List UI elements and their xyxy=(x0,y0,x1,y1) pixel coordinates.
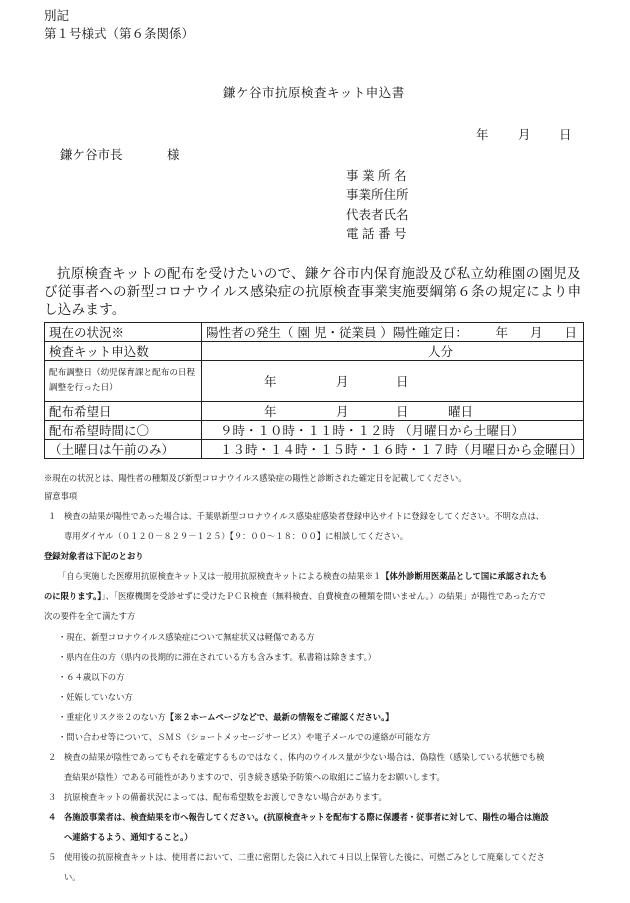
coord-year: 年 xyxy=(263,374,277,389)
page-title: 鎌ケ谷市抗原検査キット申込書 xyxy=(223,85,405,100)
note-4-line-1: 各施設事業者は、検査結果を市へ報告してください。(抗原検査キットを配布する際に保護者・従事者に対して、陽性の場合は施設 xyxy=(64,812,549,822)
status-month: 月 xyxy=(529,325,543,340)
registration-title: 登録対象者は下記のとおり xyxy=(44,551,144,561)
registration-line-2 xyxy=(44,592,546,600)
desired-year: 年 xyxy=(263,404,277,419)
requirement-5-a: ・重症化リスク※２のない方 xyxy=(58,712,166,722)
desired-month: 月 xyxy=(335,404,349,419)
status-value: 陽性者の発生（ 園 児・従業員 ）陽性確定日： xyxy=(206,325,468,340)
note-5-line-2: い。 xyxy=(64,872,81,882)
representative-label: 代表者氏名 xyxy=(346,207,409,222)
kit-count-label: 検査キット申込数 xyxy=(45,342,202,361)
desired-weekday: 曜日 xyxy=(447,404,473,419)
date-month: 月 xyxy=(518,127,531,142)
note-4-line-2: へ連絡するよう、通知すること。） xyxy=(64,832,193,842)
status-day: 日 xyxy=(564,325,577,340)
table-row xyxy=(45,402,584,421)
requirement-5 xyxy=(58,713,394,721)
note-2-line-2: 査結果が陰性）である可能性がありますので、引き続き感染予防策への取組にご協力をお願いします。 xyxy=(64,772,445,782)
phone-label: 電話番号 xyxy=(346,226,411,241)
status-footnote: ※現在の状況とは、陽性者の種類及び新型コロナウイルス感染症の陽性と診断された確定日を記載してください。 xyxy=(44,473,467,483)
requirement-3: ・６４歳以下の方 xyxy=(58,672,125,682)
desired-day: 日 xyxy=(395,404,409,419)
note-1-number: １ xyxy=(48,511,57,521)
desired-date-label: 配布希望日 xyxy=(45,402,202,421)
table-row xyxy=(45,323,584,342)
note-5-line-1: 使用後の抗原検査キットは、使用者において、二重に密閉した袋に入れて４日以上保管した後に、可燃ごみとして廃棄してくださ xyxy=(64,852,545,862)
requirement-5-b: 【※２ホームページなどで、最新の情報をご確認ください。】 xyxy=(165,712,394,722)
requirement-4: ・妊娠していない方 xyxy=(58,692,133,702)
kit-count-unit: 人分 xyxy=(428,344,454,359)
desired-date-cell[interactable] xyxy=(202,402,584,421)
note-2-line-1: 検査の結果が陰性であってもそれを確定するものではなく、体内のウイルス量が少ない場合は、偽陰性（感染している状態でも検 xyxy=(64,752,545,762)
requirement-2: ・県内在住の方（県内の長期的に滞在されている方も含みます。私書箱は除きます。） xyxy=(58,652,377,662)
note-4-number: ４ xyxy=(48,812,57,822)
table-row xyxy=(45,440,584,459)
honorific: 様 xyxy=(167,147,180,162)
annex-label: 別記 xyxy=(44,8,70,23)
time-option-afternoon[interactable] xyxy=(202,440,584,459)
notes-title: 留意事項 xyxy=(44,491,78,501)
time-option-afternoon-text: １３時・１４時・１５時・１６時・１７時（月曜日から金曜日） xyxy=(220,442,583,457)
note-3-line-1: 抗原検査キットの備蓄状況によっては、配布希望数をお渡しできない場合があります。 xyxy=(64,792,387,802)
coord-month: 月 xyxy=(335,374,349,389)
coordination-date-cell[interactable] xyxy=(202,361,584,402)
registration-line-1-a: 「自ら実施した医療用抗原検査キット又は一般用抗原検査キットによる検査の結果※１ xyxy=(58,571,382,581)
kit-count-cell[interactable] xyxy=(202,342,584,361)
note-2-number: ２ xyxy=(48,752,57,762)
addressee: 鎌ケ谷市長 xyxy=(60,147,123,162)
note-1-line-1: 検査の結果が陽性であった場合は、千葉県新型コロナウイルス感染症感染者登録申込サイトに登録をしてください。不明な点は、 xyxy=(64,511,545,521)
status-year: 年 xyxy=(495,325,508,340)
application-table xyxy=(44,322,584,459)
registration-line-1-b: 【体外診断用医薬品として国に承認されたも xyxy=(381,571,548,581)
intro-paragraph: 抗原検査キットの配布を受けたいので、鎌ケ谷市内保育施設及び私立幼稚園の園児及び従事者への新型コロナウイルス感染症の抗原検査事業実施要綱第６条の規定により申し込みます。 xyxy=(44,266,582,318)
time-option-morning-text: ９時・１０時・１１時・１２時 （月曜日から土曜日） xyxy=(220,423,524,438)
registration-line-2-a: のに限ります。】 xyxy=(44,591,102,601)
requirement-1: ・現在、新型コロナウイルス感染症について無症状又は軽傷である方 xyxy=(58,632,315,642)
table-row xyxy=(45,342,584,361)
registration-line-3: 次の要件を全て満たす方 xyxy=(44,611,136,621)
note-5-number: ５ xyxy=(48,852,57,862)
requirement-6: ・問い合わせ等について、ＳＭＳ（ショートメッセージサービス）や電子メールでの連絡が可能な方 xyxy=(58,732,431,742)
form-number: 第１号様式（第６条関係） xyxy=(44,26,195,41)
coord-day: 日 xyxy=(395,374,409,389)
date-year: 年 xyxy=(476,127,489,142)
status-label: 現在の状況※ xyxy=(45,323,202,342)
coordination-date-label: 配布調整日（幼児保育課と配布の日程調整を行った日） xyxy=(45,361,202,402)
desired-time-label-2: （土曜日は午前のみ） xyxy=(45,440,202,459)
note-3-number: ３ xyxy=(48,792,57,802)
table-row xyxy=(45,421,584,440)
office-name-label: 事業所名 xyxy=(346,168,411,183)
registration-line-1 xyxy=(58,572,547,580)
registration-line-2-b: 」、「医療機関を受診せずに受けたＰＣＲ検査（無料検査、自費検査の種類を問いません。）の結果」が陽性であった方で xyxy=(101,591,546,601)
time-option-morning[interactable] xyxy=(202,421,584,440)
date-day: 日 xyxy=(559,127,572,142)
status-cell[interactable] xyxy=(202,323,584,342)
note-1-line-2: 専用ダイヤル（０１２０－８２９－１２５）【９：００～１８：００】に相談してください。 xyxy=(64,531,409,541)
desired-time-label-1: 配布希望時間に〇 xyxy=(45,421,202,440)
office-address-label: 事業所住所 xyxy=(346,187,409,202)
table-row xyxy=(45,361,584,402)
